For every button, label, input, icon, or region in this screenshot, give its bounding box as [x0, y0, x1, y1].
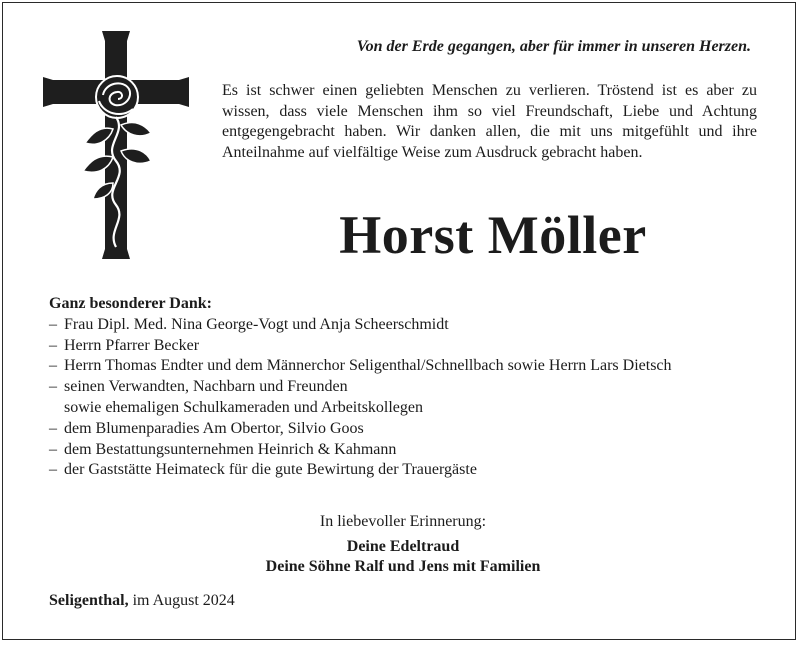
dash-bullet: – — [49, 461, 57, 479]
list-item — [49, 377, 769, 419]
thanks-item-text: dem Blumenparadies Am Obertor, Silvio Goos — [64, 419, 364, 437]
place-and-date — [49, 591, 235, 611]
thanks-item-text: dem Bestattungsunternehmen Heinrich & Kahmann — [64, 440, 397, 458]
list-item — [49, 356, 769, 377]
dash-bullet: – — [49, 357, 57, 375]
deceased-name: Horst Möller — [339, 205, 647, 265]
list-item — [49, 336, 769, 357]
thanks-item-text: Frau Dipl. Med. Nina George-Vogt und Anja Scheerschmidt — [64, 315, 449, 333]
thanks-item-text: der Gaststätte Heimateck für die gute Bewirtung der Trauergäste — [64, 461, 477, 479]
cross-with-rose-icon — [41, 29, 191, 261]
thanks-section — [49, 294, 769, 481]
place-city: Seligenthal, — [49, 592, 129, 609]
list-item — [49, 460, 769, 481]
memorial-motto: Von der Erde gegangen, aber für immer in unseren Herzen. — [356, 38, 751, 55]
place-date: im August 2024 — [132, 592, 235, 609]
signer-children: Deine Söhne Ralf und Jens mit Familien — [265, 558, 541, 575]
thanks-item-text: Herrn Thomas Endter und dem Männerchor Seligenthal/Schnellbach sowie Herrn Lars Dietsch — [64, 357, 672, 375]
thanks-title: Ganz besonderer Dank: — [49, 295, 212, 312]
dash-bullet: – — [49, 440, 57, 458]
signer-spouse: Deine Edeltraud — [346, 537, 460, 555]
thanks-list — [49, 315, 769, 481]
list-item — [49, 440, 769, 461]
closing-intro: In liebevoller Erinnerung: — [319, 513, 487, 530]
thanks-item-text: seinen Verwandten, Nachbarn und Freunden — [64, 378, 348, 396]
dash-bullet: – — [49, 336, 57, 354]
dash-bullet: – — [49, 419, 57, 437]
closing-block — [163, 512, 643, 578]
dash-bullet: – — [49, 315, 57, 333]
thanks-item-continuation: sowie ehemaligen Schulkameraden und Arbeitskollegen — [64, 398, 424, 416]
list-item — [49, 315, 769, 336]
intro-paragraph: Es ist schwer einen geliebten Menschen zu verlieren. Tröstend ist es aber zu wissen, dass viele Menschen ihm so viel Freundschaft, Liebe und Achtung entgegengebracht haben. Wir danken allen, die mit uns mitgefühlt und ihre Anteilnahme auf vielfältige Weise zum Ausdruck gebracht haben. — [222, 82, 757, 161]
list-item — [49, 419, 769, 440]
dash-bullet: – — [49, 378, 57, 396]
obituary-notice — [2, 2, 796, 640]
thanks-item-text: Herrn Pfarrer Becker — [64, 336, 200, 354]
